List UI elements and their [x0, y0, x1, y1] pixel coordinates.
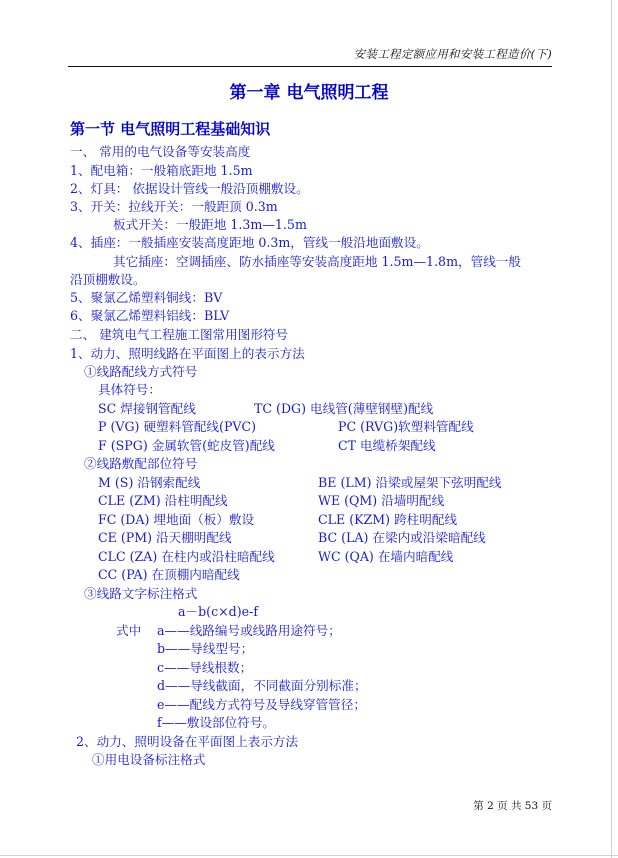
s3-item-e: e——配线方式符号及导线穿管管径；	[157, 697, 366, 712]
s2-row-1-left: M (S) 沿钢索配线	[98, 475, 201, 490]
s2-row-2-right: WE (QM) 沿墙明配线	[318, 493, 445, 508]
s3-item-a: a——线路编号或线路用途符号；	[157, 623, 341, 638]
part2-sub2: 2、动力、照明设备在平面图上表示方法	[76, 734, 299, 749]
s1-title: ①线路配线方式符号	[84, 364, 198, 379]
s1-label: 具体符号：	[98, 382, 161, 397]
part1-item-distribution-box: 1、配电箱：一般箱底距地 1.5m	[70, 163, 253, 178]
s2-row-2-left: CLE (ZM) 沿柱明配线	[98, 493, 228, 508]
s2-row-4-right: BC (LA) 在梁内或沿梁暗配线	[318, 530, 486, 545]
running-header: 安装工程定额应用和安装工程造价(下)	[353, 47, 552, 61]
s3-prefix: 式中	[116, 623, 142, 638]
s3-title: ③线路文字标注格式	[84, 586, 198, 601]
part1-heading: 一、 常用的电气设备等安装高度	[70, 144, 251, 159]
s1-row-3-left: F (SPG) 金属软管(蛇皮管)配线	[98, 438, 275, 453]
s2-row-5-right: WC (QA) 在墙内暗配线	[318, 549, 454, 564]
s1-row-1-left: SC 焊接钢管配线	[98, 401, 196, 416]
header-rule	[68, 66, 552, 67]
s2-row-5-left: CLC (ZA) 在柱内或沿柱暗配线	[98, 549, 275, 564]
s2-row-6-left: CC (PA) 在顶棚内暗配线	[98, 567, 240, 582]
s2-row-4-left: CE (PM) 沿天棚明配线	[98, 530, 232, 545]
part1-item-socket-cont: 沿顶棚敷设。	[70, 272, 146, 287]
part1-item-switch: 3、开关：拉线开关：一般距顶 0.3m	[70, 199, 278, 214]
part1-item-bv: 5、聚氯乙烯塑料铜线：BV	[70, 290, 223, 305]
s2-title: ②线路敷配部位符号	[84, 456, 198, 471]
s3-formula: a－b(c×d)e-f	[178, 604, 259, 619]
part1-item-blv: 6、聚氯乙烯塑料铝线：BLV	[70, 308, 230, 323]
s1-row-1-right: TC (DG) 电线管(薄壁钢壁)配线	[254, 401, 434, 416]
part1-item-socket-other: 其它插座：空调插座、防水插座等安装高度距地 1.5m—1.8m，管线一般	[113, 254, 521, 269]
s1-row-3-right: CT 电缆桥架配线	[338, 438, 436, 453]
page-number: 第 2 页 共 53 页	[473, 800, 552, 812]
part1-item-switch-panel: 板式开关：一般距地 1.3m—1.5m	[113, 217, 307, 232]
part1-item-lamps: 2、灯具： 依据设计管线一般沿顶棚敷设。	[70, 181, 309, 196]
s4-title: ①用电设备标注格式	[92, 752, 206, 767]
s1-row-2-right: PC (RVG)软塑料管配线	[338, 419, 474, 434]
s3-item-d: d——导线截面，不同截面分别标准；	[157, 678, 367, 693]
s3-item-f: f——敷设部位符号。	[157, 715, 276, 730]
s2-row-1-right: BE (LM) 沿梁或屋架下弦明配线	[318, 475, 502, 490]
part1-item-socket: 4、插座：一般插座安装高度距地 0.3m，管线一般沿地面敷设。	[70, 235, 429, 250]
page-edge-right	[611, 0, 612, 858]
chapter-title: 第一章 电气照明工程	[229, 83, 389, 103]
part2-heading: 二、 建筑电气工程施工图常用图形符号	[70, 327, 289, 342]
s1-row-2-left: P (VG) 硬塑料管配线(PVC)	[98, 419, 257, 434]
s2-row-3-left: FC (DA) 埋地面（板）敷设	[98, 512, 255, 527]
page-edge-bottom	[0, 855, 618, 856]
s2-row-3-right: CLE (KZM) 跨柱明配线	[318, 512, 458, 527]
s3-item-b: b——导线型号；	[157, 641, 254, 656]
section-title: 第一节 电气照明工程基础知识	[70, 120, 271, 138]
part2-sub1: 1、动力、照明线路在平面图上的表示方法	[70, 346, 305, 361]
s3-item-c: c——导线根数；	[157, 660, 253, 675]
